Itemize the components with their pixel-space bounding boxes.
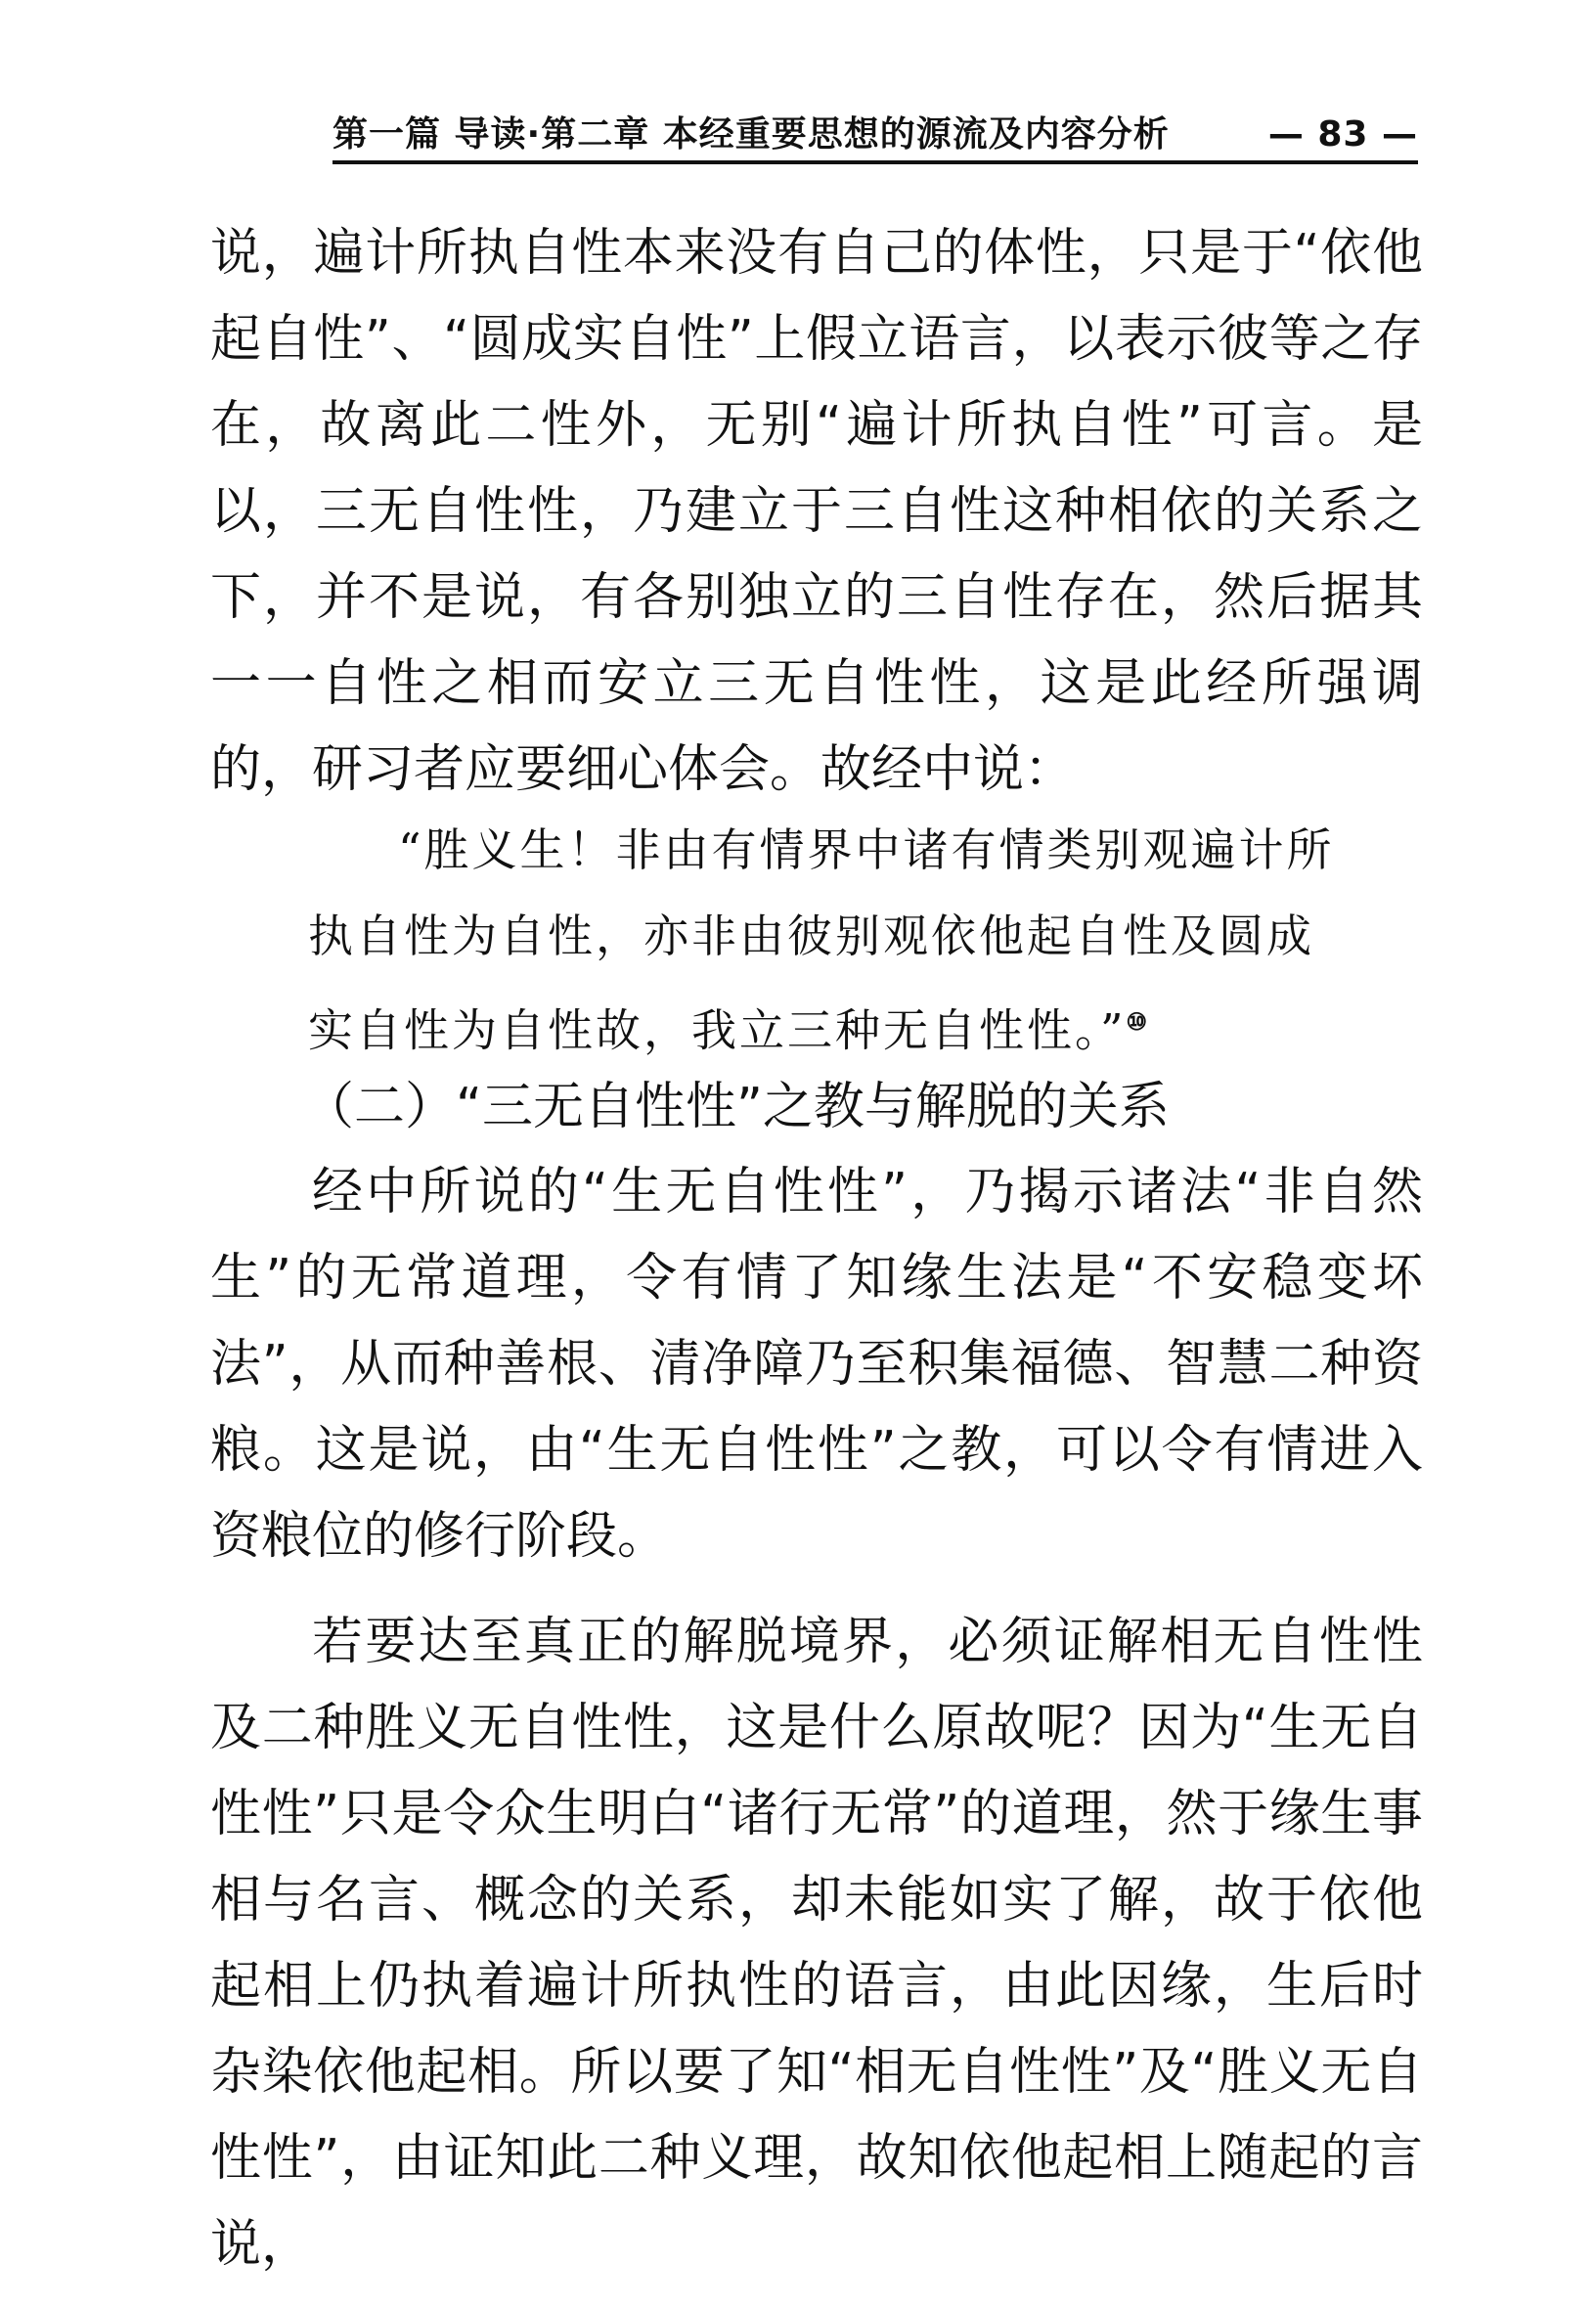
header-title: 第一篇 导读·第二章 本经重要思想的源流及内容分析 (332, 114, 1170, 155)
quote-paragraph (308, 807, 1345, 1073)
footnote-marker: ⑩ (1126, 1007, 1151, 1036)
paragraph-1: 说，遍计所执自性本来没有自己的体性，只是于“依他起自性”、“圆成实自性”上假立语言，以表示彼等之存在，故离此二性外，无别“遍计所执自性”可言。是以，三无自性性，乃建立于三自性这种相依的关系之下，并不是说，有各别独立的三自性存在，然后据其一一自性之相而安立三无自性性，这是此经所强调的，研习者应要细心体会。故经中说： (210, 224, 1423, 799)
page-number: — 83 — (1267, 114, 1418, 155)
quote-text: “胜义生！非由有情界中诸有情类别观遍计所执自性为自性，亦非由彼别观依他起自性及圆成实自性为自性故，我立三种无自性性。” (308, 823, 1335, 1057)
body-text-top (210, 210, 1423, 813)
section-heading: （二）“三无自性性”之教与解脱的关系 (303, 1078, 1170, 1136)
paragraph-3: 若要达至真正的解脱境界，必须证解相无自性性及二种胜义无自性性，这是什么原故呢？因为“生无自性性”只是令众生明白“诸行无常”的道理，然于缘生事相与名言、概念的关系，却未能如实了解，故于依他起相上仍执着遍计所执性的语言，由此因缘，生后时杂染依他起相。所以要了知“相无自性性”及“胜义无自性性”，由证知此二种义理，故知依他起相上随起的言说， (210, 1613, 1423, 2274)
running-header (332, 110, 1418, 160)
body-text-bottom (210, 1149, 1423, 2307)
sutra-quote (308, 807, 1345, 1073)
header-rule (332, 160, 1418, 164)
paragraph-2: 经中所说的“生无自性性”，乃揭示诸法“非自然生”的无常道理，令有情了知缘生法是“不安稳变坏法”，从而种善根、清净障乃至积集福德、智慧二种资粮。这是说，由“生无自性性”之教，可以令有情进入资粮位的修行阶段。 (210, 1163, 1423, 1566)
